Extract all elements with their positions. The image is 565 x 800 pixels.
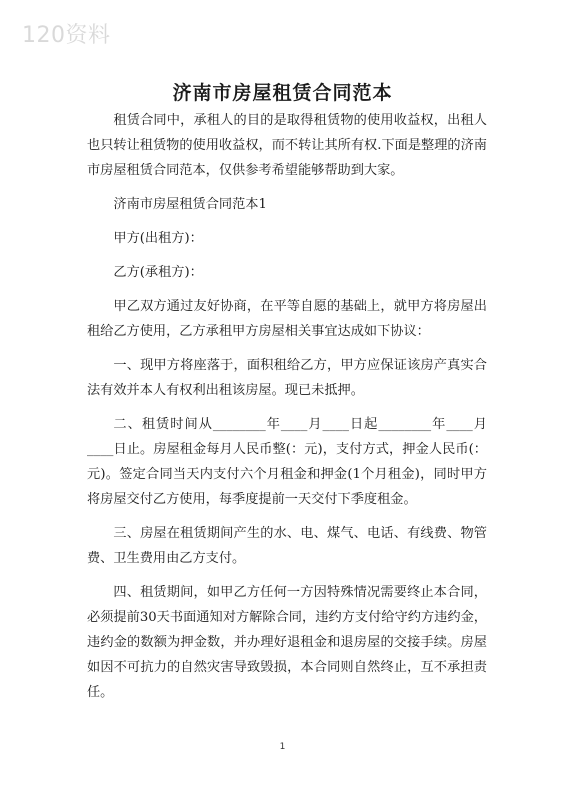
document-title: 济南市房屋租赁合同范本 <box>172 82 393 104</box>
watermark: 120资料 <box>22 23 111 48</box>
paragraph-clause-3: 三、房屋在租赁期间产生的水、电、煤气、电话、有线费、物管费、卫生费用由乙方支付。 <box>87 526 487 566</box>
paragraph-agreement: 甲乙双方通过友好协商，在平等自愿的基础上，就甲方将房屋出租给乙方使用，乙方承租甲方房屋相关事宜达成如下协议： <box>87 299 487 339</box>
paragraph-clause-4: 四、租赁期间，如甲乙方任何一方因特殊情况需要终止本合同，必须提前30天书面通知对方解除合同，违约方支付给守约方违约金，违约金的数额为押金数，并办理好退租金和退房屋的交接手续。房屋如因不可抗力的自然灾害导致毁损，本合同则自然终止，互不承担责任。 <box>87 585 487 700</box>
paragraph-party-b: 乙方(承租方)： <box>113 265 203 280</box>
page-number: 1 <box>279 742 286 752</box>
paragraph-subtitle: 济南市房屋租赁合同范本1 <box>113 197 267 212</box>
paragraph-intro: 租赁合同中，承租人的目的是取得租赁物的使用收益权，出租人也只转让租赁物的使用收益权，而不转让其所有权.下面是整理的济南市房屋租赁合同范本，仅供参考希望能够帮助到大家。 <box>87 113 487 178</box>
paragraph-clause-2: 二、租赁时间从________年____月____日起________年____月____日止。房屋租金每月人民币整(：元)，支付方式，押金人民币(：元)。签定合同当天内支付六个月租金和押金(1个月租金)，同时甲方将房屋交付乙方使用，每季度提前一天交付下季度租金。 <box>87 417 487 507</box>
paragraph-party-a: 甲方(出租方)： <box>113 231 203 246</box>
document-body <box>87 108 487 705</box>
paragraph-clause-1: 一、现甲方将座落于，面积租给乙方，甲方应保证该房产真实合法有效并本人有权利出租该房屋。现已未抵押。 <box>87 358 487 398</box>
